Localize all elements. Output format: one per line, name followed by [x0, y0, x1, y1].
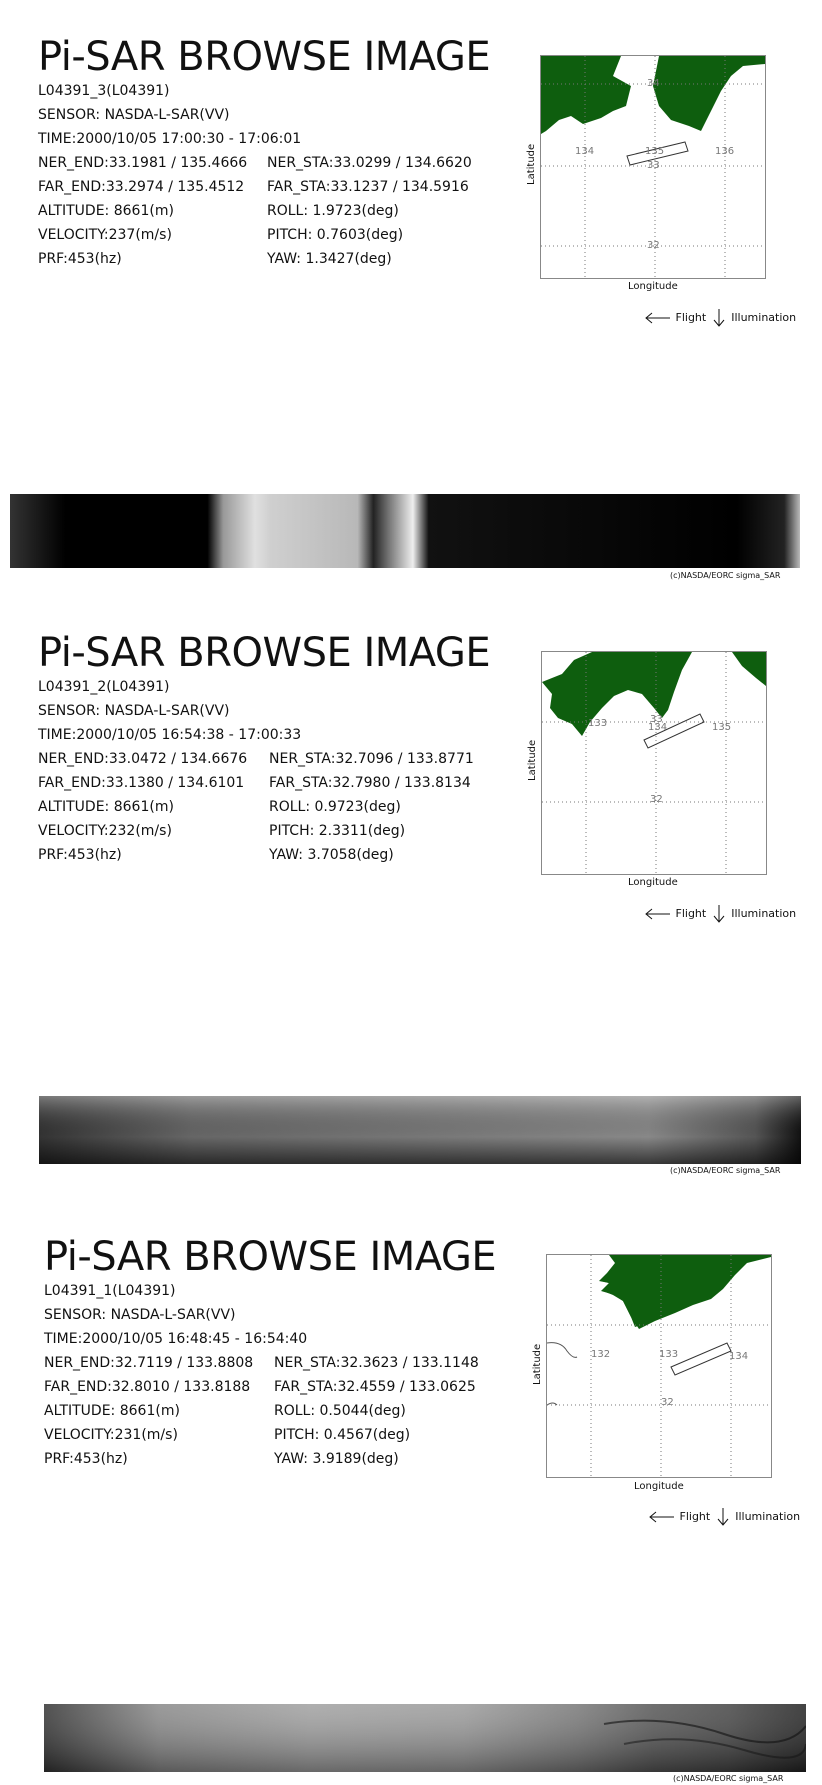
land-area	[541, 56, 631, 134]
far-end: FAR_END:33.2974 / 135.4512	[38, 179, 245, 195]
roll: ROLL: 0.9723(deg)	[269, 799, 401, 815]
yaw: YAW: 1.3427(deg)	[267, 251, 392, 267]
page-title: Pi-SAR BROWSE IMAGE	[38, 34, 491, 80]
lon-tick: 133	[588, 718, 608, 729]
illumination-label: Illumination	[735, 1510, 801, 1523]
down-arrow-icon	[710, 904, 728, 924]
left-arrow-icon	[644, 907, 672, 921]
browse-panel-3	[0, 1189, 822, 1784]
left-arrow-icon	[644, 311, 672, 325]
velocity: VELOCITY:232(m/s)	[38, 823, 172, 839]
yaw: YAW: 3.9189(deg)	[274, 1451, 399, 1467]
lon-tick: 135	[645, 146, 665, 157]
altitude: ALTITUDE: 8661(m)	[38, 203, 174, 219]
id-line: L04391_1(L04391)	[44, 1283, 176, 1299]
x-axis-label: Longitude	[628, 877, 678, 888]
altitude: ALTITUDE: 8661(m)	[44, 1403, 180, 1419]
page-title: Pi-SAR BROWSE IMAGE	[38, 630, 491, 676]
flight-label: Flight	[675, 907, 707, 920]
velocity: VELOCITY:237(m/s)	[38, 227, 172, 243]
far-end: FAR_END:32.8010 / 133.8188	[44, 1379, 251, 1395]
lon-tick: 133	[659, 1349, 679, 1360]
flight-legend	[644, 308, 796, 328]
time-line: TIME:2000/10/05 16:54:38 - 17:00:33	[38, 727, 302, 743]
lat-tick: 33	[650, 714, 663, 725]
ner-end: NER_END:33.1981 / 135.4666	[38, 155, 248, 171]
x-axis-label: Longitude	[634, 1481, 684, 1492]
roll: ROLL: 1.9723(deg)	[267, 203, 399, 219]
id-line: L04391_3(L04391)	[38, 83, 170, 99]
copyright-credit: (c)NASDA/EORC sigma_SAR	[673, 1774, 784, 1783]
lat-tick: 32	[661, 1397, 674, 1408]
copyright-credit: (c)NASDA/EORC sigma_SAR	[670, 1166, 781, 1175]
pitch: PITCH: 2.3311(deg)	[269, 823, 406, 839]
illumination-label: Illumination	[731, 311, 797, 324]
left-arrow-icon	[648, 1510, 676, 1524]
map-graphic	[542, 652, 766, 874]
lon-tick: 132	[591, 1349, 611, 1360]
flight-legend	[648, 1507, 800, 1527]
yaw: YAW: 3.7058(deg)	[269, 847, 394, 863]
lon-tick: 135	[712, 722, 732, 733]
altitude: ALTITUDE: 8661(m)	[38, 799, 174, 815]
coastline	[547, 1343, 577, 1358]
location-map	[546, 1254, 772, 1478]
far-sta: FAR_STA:32.4559 / 133.0625	[274, 1379, 476, 1395]
ner-sta: NER_STA:33.0299 / 134.6620	[267, 155, 472, 171]
lon-tick: 134	[729, 1351, 749, 1362]
y-axis-label: Latitude	[527, 739, 538, 781]
time-line: TIME:2000/10/05 16:48:45 - 16:54:40	[44, 1331, 308, 1347]
page-title: Pi-SAR BROWSE IMAGE	[44, 1234, 497, 1280]
map-graphic	[547, 1255, 771, 1477]
down-arrow-icon	[714, 1507, 732, 1527]
prf: PRF:453(hz)	[44, 1451, 128, 1467]
sensor-line: SENSOR: NASDA-L-SAR(VV)	[44, 1307, 236, 1323]
pitch: PITCH: 0.4567(deg)	[274, 1427, 411, 1443]
sar-image-strip	[10, 494, 800, 568]
y-axis-label: Latitude	[532, 1343, 543, 1385]
roll: ROLL: 0.5044(deg)	[274, 1403, 406, 1419]
lon-tick: 134	[648, 722, 668, 733]
id-line: L04391_2(L04391)	[38, 679, 170, 695]
land-area	[601, 1255, 771, 1329]
illumination-label: Illumination	[731, 907, 797, 920]
browse-panel-2	[0, 596, 822, 1191]
flight-label: Flight	[675, 311, 707, 324]
location-map	[540, 55, 766, 279]
lon-tick: 134	[575, 146, 595, 157]
sar-image-strip	[44, 1704, 806, 1772]
far-sta: FAR_STA:33.1237 / 134.5916	[267, 179, 469, 195]
ner-sta: NER_STA:32.7096 / 133.8771	[269, 751, 474, 767]
flight-label: Flight	[679, 1510, 711, 1523]
ner-end: NER_END:32.7119 / 133.8808	[44, 1355, 254, 1371]
flight-legend	[644, 904, 796, 924]
land-area	[732, 652, 766, 686]
sensor-line: SENSOR: NASDA-L-SAR(VV)	[38, 703, 230, 719]
land-area	[542, 652, 692, 736]
sar-image-strip	[39, 1096, 801, 1164]
pitch: PITCH: 0.7603(deg)	[267, 227, 404, 243]
far-sta: FAR_STA:32.7980 / 133.8134	[269, 775, 471, 791]
ner-sta: NER_STA:32.3623 / 133.1148	[274, 1355, 479, 1371]
lat-tick: 32	[650, 794, 663, 805]
location-map	[541, 651, 767, 875]
lat-tick: 33	[647, 160, 660, 171]
prf: PRF:453(hz)	[38, 251, 122, 267]
lon-tick: 136	[715, 146, 735, 157]
copyright-credit: (c)NASDA/EORC sigma_SAR	[670, 571, 781, 580]
ner-end: NER_END:33.0472 / 134.6676	[38, 751, 248, 767]
time-line: TIME:2000/10/05 17:00:30 - 17:06:01	[38, 131, 302, 147]
x-axis-label: Longitude	[628, 281, 678, 292]
velocity: VELOCITY:231(m/s)	[44, 1427, 178, 1443]
lat-tick: 32	[647, 240, 660, 251]
browse-panel-1	[0, 0, 822, 595]
land-area	[653, 56, 765, 131]
lat-tick: 34	[647, 78, 660, 89]
far-end: FAR_END:33.1380 / 134.6101	[38, 775, 245, 791]
sensor-line: SENSOR: NASDA-L-SAR(VV)	[38, 107, 230, 123]
swath-outline	[671, 1343, 731, 1375]
y-axis-label: Latitude	[526, 143, 537, 185]
prf: PRF:453(hz)	[38, 847, 122, 863]
down-arrow-icon	[710, 308, 728, 328]
